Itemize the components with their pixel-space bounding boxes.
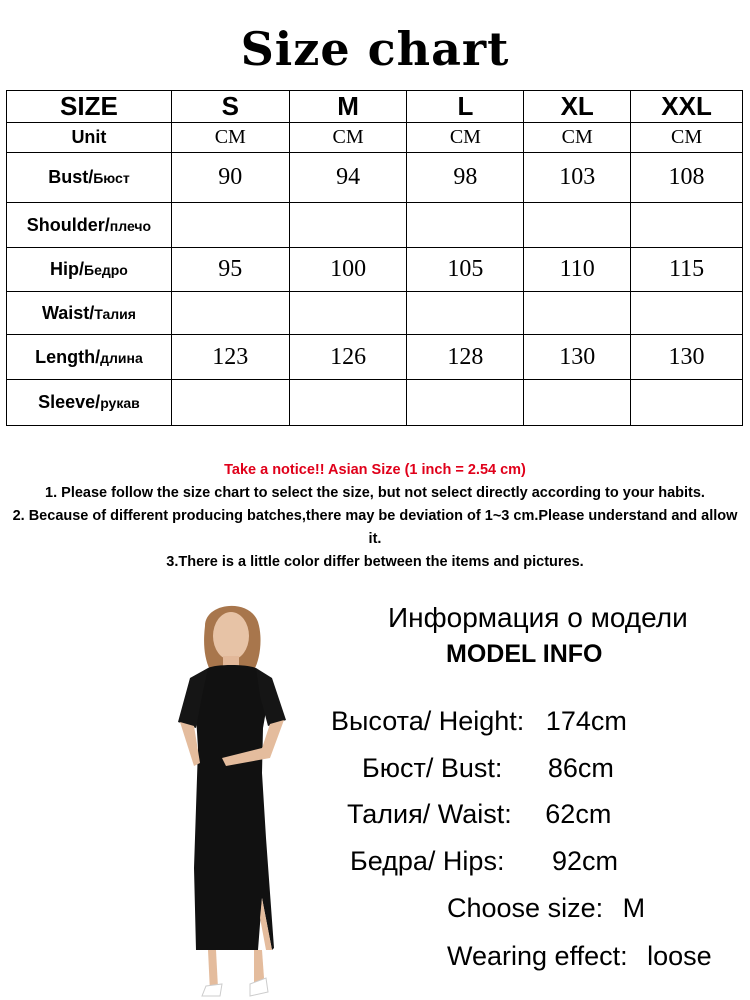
- row-label-en: Waist/: [41, 302, 95, 323]
- row-label: [7, 248, 172, 292]
- table-cell: 103: [524, 153, 631, 203]
- choose-size-value: M: [622, 893, 646, 923]
- hips-value: 92cm: [551, 846, 618, 876]
- table-cell: 110: [524, 248, 631, 292]
- size-col-xl: XL: [524, 91, 631, 123]
- waist-value: 62cm: [545, 799, 612, 829]
- row-label: [7, 203, 172, 248]
- row-label-en: Length/: [35, 346, 101, 367]
- row-label: [7, 380, 172, 426]
- table-cell: 105: [407, 248, 524, 292]
- model-bust-row: [362, 753, 614, 784]
- height-value: 174cm: [545, 706, 627, 736]
- size-chart-table: [6, 90, 743, 426]
- model-info-title-en: MODEL INFO: [446, 640, 603, 668]
- asian-size-notice: Take a notice!! Asian Size (1 inch = 2.54 cm): [224, 462, 526, 478]
- size-col-xxl: XXL: [631, 91, 743, 123]
- row-label-en: Unit: [71, 127, 107, 147]
- table-row-bust: [7, 153, 743, 203]
- wearing-effect-value: loose: [647, 941, 712, 971]
- table-cell: 130: [524, 335, 631, 380]
- table-cell: [171, 203, 289, 248]
- row-label: [7, 153, 172, 203]
- table-cell: CM: [171, 123, 289, 153]
- size-notes: [10, 459, 740, 574]
- model-figure-illustration: [178, 606, 286, 996]
- table-cell: [524, 380, 631, 426]
- size-col-l: L: [407, 91, 524, 123]
- table-cell: 115: [631, 248, 743, 292]
- row-label-en: Shoulder/: [26, 214, 110, 235]
- model-info-title-ru: Информация о модели: [388, 602, 688, 633]
- table-cell: 94: [289, 153, 407, 203]
- model-size-row: [447, 893, 645, 924]
- hips-label: Бедра/ Hips:: [350, 846, 505, 876]
- table-cell: [289, 292, 407, 335]
- table-cell: CM: [407, 123, 524, 153]
- row-label-ru: рукав: [100, 395, 140, 411]
- table-header-row: [7, 91, 743, 123]
- note-2: 2. Because of different producing batches,there may be deviation of 1~3 cm.Please understand and allow it.: [12, 508, 738, 547]
- row-label-ru: Бюст: [93, 170, 130, 186]
- table-cell: [631, 203, 743, 248]
- wearing-effect-label: Wearing effect:: [447, 941, 628, 971]
- table-cell: [171, 292, 289, 335]
- table-cell: 123: [171, 335, 289, 380]
- model-photo: [150, 598, 320, 998]
- model-effect-row: [447, 941, 712, 972]
- table-cell: [524, 203, 631, 248]
- size-header-cell: SIZE: [7, 91, 172, 123]
- table-cell: 128: [407, 335, 524, 380]
- page-title: Size chart: [240, 22, 510, 76]
- model-hips-row: [350, 846, 618, 877]
- table-cell: [289, 380, 407, 426]
- row-label-en: Bust/: [48, 167, 94, 187]
- row-label-ru: плечо: [109, 217, 152, 234]
- table-row-length: [7, 335, 743, 380]
- waist-label: Талия/ Waist:: [347, 799, 512, 829]
- note-3: 3.There is a little color differ between the items and pictures.: [166, 554, 584, 570]
- table-cell: [631, 380, 743, 426]
- table-cell: [524, 292, 631, 335]
- model-waist-row: [347, 799, 611, 830]
- table-row-hip: [7, 248, 743, 292]
- note-1: 1. Please follow the size chart to select the size, but not select directly according to your habits.: [45, 485, 705, 501]
- table-cell: [289, 203, 407, 248]
- row-label: [7, 335, 172, 380]
- height-label: Высота/ Height:: [331, 706, 525, 736]
- table-cell: [407, 203, 524, 248]
- table-cell: [407, 292, 524, 335]
- table-row-sleeve: [7, 380, 743, 426]
- size-col-m: M: [289, 91, 407, 123]
- row-label: [7, 292, 172, 335]
- bust-value: 86cm: [547, 753, 614, 783]
- table-cell: 100: [289, 248, 407, 292]
- table-cell: 108: [631, 153, 743, 203]
- row-label-ru: Талия: [94, 305, 136, 322]
- table-cell: 95: [171, 248, 289, 292]
- row-label-ru: длина: [100, 349, 143, 366]
- table-cell: [171, 380, 289, 426]
- table-cell: 98: [407, 153, 524, 203]
- table-cell: 126: [289, 335, 407, 380]
- table-row-shoulder: [7, 203, 743, 248]
- size-col-s: S: [171, 91, 289, 123]
- table-cell: 90: [171, 153, 289, 203]
- bust-label: Бюст/ Bust:: [362, 753, 503, 783]
- model-height-row: [331, 706, 627, 737]
- table-cell: [631, 292, 743, 335]
- row-label-en: Hip/: [50, 259, 85, 279]
- choose-size-label: Choose size:: [447, 893, 604, 923]
- table-cell: [407, 380, 524, 426]
- table-row-unit: [7, 123, 743, 153]
- table-cell: CM: [289, 123, 407, 153]
- row-label-en: Sleeve/: [38, 392, 101, 412]
- table-cell: CM: [631, 123, 743, 153]
- table-cell: CM: [524, 123, 631, 153]
- row-label-ru: Бедро: [84, 262, 128, 278]
- table-row-waist: [7, 292, 743, 335]
- row-label: [7, 123, 172, 153]
- table-cell: 130: [631, 335, 743, 380]
